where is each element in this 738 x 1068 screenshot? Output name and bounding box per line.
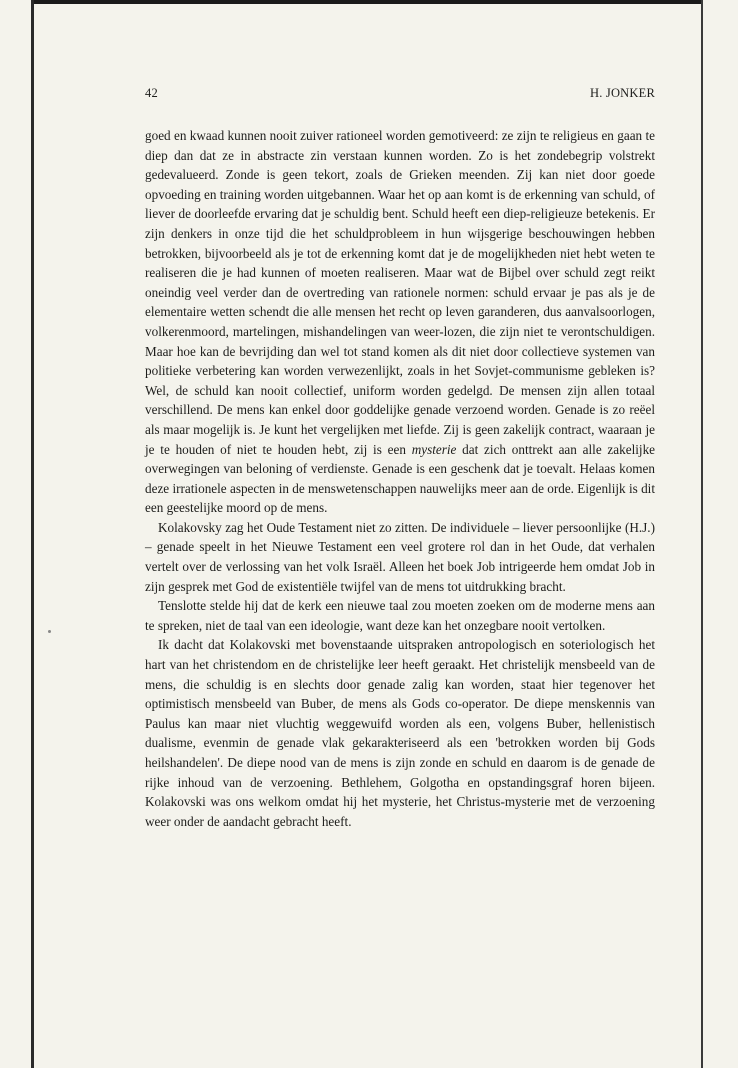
- paragraph-1: [145, 126, 655, 518]
- paragraph-2: Kolakovsky zag het Oude Testament niet zo zitten. De individuele – liever persoonlijke (H.J.) – genade speelt in het Nieuwe Testament een veel grotere rol dan in het Oude, dat verhalen vertelt over de verlossing van het volk Israël. Alleen het boek Job intrigeerde hem omdat Job in zijn gesprek met God de existentiële twijfel van de mens tot uitdrukking bracht.: [145, 519, 655, 594]
- paragraph-1-part-b: dat zich onttrekt aan alle zakelijke overwegingen van beloning of verdienste. Genade is een geschenk dat je toevalt. Helaas komen deze irrationele aspecten in de menswetenschappen nauwelijks meer aan de orde. Eigenlijk is dit een geestelijke moord op de mens.: [145, 441, 656, 516]
- page-number: 42: [145, 86, 158, 100]
- running-head: [145, 86, 655, 101]
- scan-speck: [48, 630, 51, 633]
- scan-border-right: [701, 0, 703, 1068]
- book-page: [145, 86, 655, 831]
- scan-border-left: [31, 0, 34, 1068]
- scan-border-top: [31, 0, 703, 4]
- paragraph-3: Tenslotte stelde hij dat de kerk een nieuwe taal zou moeten zoeken om de moderne mens aan te spreken, niet de taal van een ideologie, want deze kan het onzegbare nooit vertolken.: [145, 598, 655, 633]
- paragraph-1-part-a: goed en kwaad kunnen nooit zuiver rationeel worden gemotiveerd: ze zijn te religieus en gaan te diep dan dat ze in abstracte zin verstaan kunnen worden. Zo is het zondebegrip volstrekt gedevalueerd. Zonde is geen tekort, zoals de Grieken meenden. Zij kan niet door goede opvoeding en training worden uitgebannen. Waar het op aan komt is de erkenning van schuld, of liever de doorleefde ervaring dat je schuldig bent. Schuld heeft een diep-religieuze betekenis. Er zijn denkers in onze tijd die het schuldprobleem in hun wijsgerige beschouwingen hebben betrokken, bijvoorbeeld als je tot de erkenning komt dat je de mogelijkheden niet hebt weten te realiseren die je had kunnen of moeten realiseren. Maar wat de Bijbel over schuld zegt reikt oneindig veel verder dan de overtreding van rationele normen: schuld ervaar je pas als je de elementaire wetten schendt die alle mensen het recht op leven garanderen, dus aanvalsoorlogen, volkerenmoord, martelingen, mishandelingen van weer-lozen, die zijn niet te verontschuldigen. Maar hoe kan de bevrijding dan wel tot stand komen als dit niet door collectieve systemen van politieke verbetering kan worden verwezenlijkt, zoals in het Sovjet-communisme gebleken is? Wel, de schuld kan nooit collectief, uniform worden gedelgd. De mensen zijn allen totaal verschillend. De mens kan enkel door goddelijke genade verzoend worden. Genade is zo reëel als maar mogelijk is. Je kunt het vergelijken met liefde. Zij is geen zakelijk contract, waaraan je je te houden of niet te houden hebt, zij is een: [145, 128, 655, 457]
- author-name: H. JONKER: [590, 86, 655, 100]
- body-text: [145, 126, 655, 831]
- emphasis-mysterie: mysterie: [411, 441, 457, 457]
- paragraph-4: Ik dacht dat Kolakovski met bovenstaande uitspraken antropologisch en soteriologisch het hart van het christendom en de christelijke leer heeft geraakt. Het christelijk mensbeeld van de mens, die schuldig is en slechts door genade zalig kan worden, staat hier tegenover het optimistisch mensbeeld van Buber, de mens als Gods co-operator. De diepe menskennis van Paulus kan maar niet vluchtig weggewuifd worden als een, volgens Buber, hellenistisch dualisme, evenmin de genade vlak gekarakteriseerd als een 'betrokken worden bij Gods heilshandelen'. De diepe nood van de mens is zijn zonde en schuld en daarom is de genade de rijke inhoud van de verzoening. Bethlehem, Golgotha en opstandingsgraf horen bijeen. Kolakovski was ons welkom omdat hij het mysterie, het Christus-mysterie met de verzoening weer onder de aandacht gebracht heeft.: [145, 637, 655, 829]
